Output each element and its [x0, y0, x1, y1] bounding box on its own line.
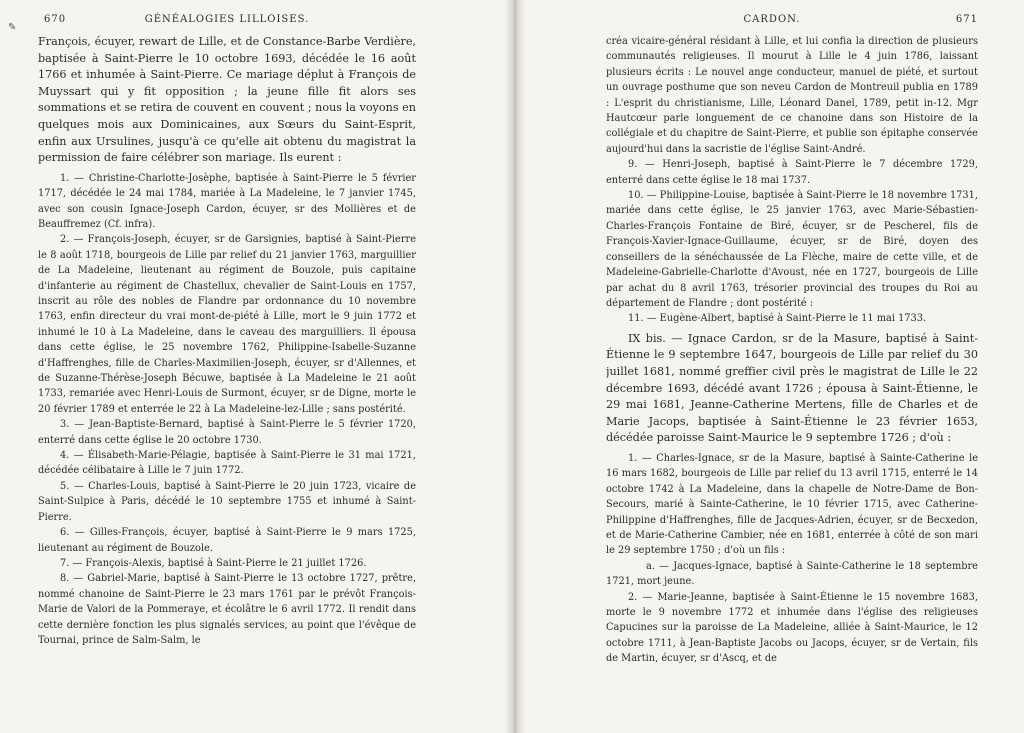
right-page [606, 0, 978, 733]
left-running-head [38, 14, 416, 34]
left-page-number: 670 [44, 14, 67, 25]
right-entry-10: 10. — Philippine-Louise, baptisée à Saint-Pierre le 18 novembre 1731, mariée dans cette église, le 25 janvier 1763, avec Marie-Sébastien-Charles-François Fontaine de Biré, écuyer, sr de Pescherel, fils de François-Xavier-Ignace-Guillaume, écuyer, sr de Biré, doyen des conseillers de la sénéchaussée de La Flèche, maire de cette ville, et de Madeleine-Gabrielle-Charlotte d'Avoust, née en 1727, bourgeois de Lille par achat du 8 avril 1763, trésorier provincial des troupes du Roi au département de Flandre ; dont postérité : [606, 190, 978, 309]
left-entry-8: 8. — Gabriel-Marie, baptisé à Saint-Pierre le 13 octobre 1727, prêtre, nommé chanoine de Saint-Pierre le 23 mars 1761 par le prévôt François-Marie de Valori de la Pommeraye, et écolâtre le 6 avril 1772. Il rendit dans cette dernière fonction les plus signalés services, au point que l'évêque de Tournai, prince de Salm-Salm, le [38, 573, 416, 646]
child-entry-1a: a. — Jacques-Ignace, baptisé à Sainte-Catherine le 18 septembre 1721, mort jeune. [606, 560, 978, 588]
section-ix-bis: IX bis. — Ignace Cardon, sr de la Masure, baptisé à Saint-Étienne le 9 septembre 1647, bourgeois de Lille par relief du 30 juillet 1681, nommé greffier civil près le magistrat de Lille le 22 décembre 1693, décédé avant 1726 ; épousa à Saint-Étienne, le 29 mai 1681, Jeanne-Catherine Mertens, fille de Charles et de Marie Jacops, baptisée à Saint-Étienne le 23 février 1653, décédée paroisse Saint-Maurice le 9 septembre 1726 ; d'où : [606, 331, 978, 445]
left-entry-2: 2. — François-Joseph, écuyer, sr de Garsignies, baptisé à Saint-Pierre le 8 août 1718, bourgeois de Lille par relief du 21 janvier 1763, marguillier de La Madeleine, lieutenant au régiment de Bouzole, puis capitaine d'infanterie au régiment de Chastellux, chevalier de Saint-Louis en 1757, inscrit au rôle des nobles de Flandre par ordonnance du 10 novembre 1763, enfin directeur du vrai mont-de-piété à Lille, mort le 9 juin 1772 et inhumé le 10 à La Madeleine, dans le caveau des marguilliers. Il épousa dans cette église, le 25 novembre 1762, Philippine-Isabelle-Suzanne d'Haffrenghes, fille de Charles-Maximilien-Joseph, écuyer, sr d'Allennes, et de Suzanne-Thérèse-Joseph Bécuwe, baptisée à La Madeleine le 21 août 1733, remariée avec Henri-Louis de Surmont, écuyer, sr de Digne, morte le 20 février 1789 et enterrée le 22 à La Madeleine-lez-Lille ; sans postérité. [38, 234, 416, 415]
left-entry-3: 3. — Jean-Baptiste-Bernard, baptisé à Saint-Pierre le 5 février 1720, enterré dans cette église le 20 octobre 1730. [38, 419, 416, 446]
book-gutter [505, 0, 525, 733]
right-page-number: 671 [955, 14, 978, 25]
right-running-title: CARDON. [743, 14, 801, 25]
left-intro-paragraph: François, écuyer, rewart de Lille, et de Constance-Barbe Verdière, baptisée à Saint-Pierre le 10 octobre 1693, décédée le 16 août 1766 et inhumée à Saint-Pierre. Ce mariage déplut à François de Muyssart qui y fit opposition ; la jeune fille fit alors ses sommations et se retira de couvent en couvent ; nous la voyons en quelques mois aux Dominicaines, aux Sœurs du Saint-Esprit, enfin aux Ursulines, jusqu'à ce qu'elle ait obtenu du magistrat la permission de faire célébrer son mariage. Ils eurent : [38, 35, 416, 165]
left-entry-1: 1. — Christine-Charlotte-Josèphe, baptisée à Saint-Pierre le 5 février 1717, décédée le 24 mai 1784, mariée à La Madeleine, le 7 janvier 1745, avec son cousin Ignace-Joseph Cardon, écuyer, sr des Mollières et de Beauffremez (Cf. infra). [38, 172, 416, 230]
left-entry-5: 5. — Charles-Louis, baptisé à Saint-Pierre le 20 juin 1723, vicaire de Saint-Sulpice à Paris, décédé le 10 septembre 1755 et inhumé à Saint-Pierre. [38, 480, 416, 523]
left-page [38, 0, 416, 733]
child-entry-2: 2. — Marie-Jeanne, baptisée à Saint-Étienne le 15 novembre 1683, morte le 9 novembre 1772 et inhumée dans l'église des religieuses Capucines sur la paroisse de La Madeleine, alliée à Saint-Maurice, le 12 octobre 1711, à Jean-Baptiste Jacobs ou Jacops, écuyer, sr de Vertain, fils de Martin, écuyer, sr d'Ascq, et de [606, 591, 978, 665]
left-running-title: GÉNÉALOGIES LILLOISES. [144, 14, 310, 25]
right-entry-9: 9. — Henri-Joseph, baptisé à Saint-Pierre le 7 décembre 1729, enterré dans cette église le 18 mai 1737. [606, 159, 978, 186]
left-entry-4: 4. — Élisabeth-Marie-Pélagie, baptisée à Saint-Pierre le 31 mai 1721, décédée célibataire à Lille le 7 juin 1772. [38, 450, 416, 477]
right-entry-11: 11. — Eugène-Albert, baptisé à Saint-Pierre le 11 mai 1733. [628, 313, 927, 325]
corner-mark-icon: ✎ [8, 22, 17, 33]
right-continuation-paragraph: créa vicaire-général résidant à Lille, et lui confia la direction de plusieurs communautés religieuses. Il mourut à Lille le 4 juin 1786, laissant plusieurs écrits : Le nouvel ange conducteur, manuel de piété, et surtout un ouvrage posthume que son neveu Cardon de Montreuil publia en 1789 : L'esprit du christianisme, Lille, Léonard Danel, 1789, petit in-12. Mgr Hautcœur parle longuement de ce chanoine dans son Histoire de la collégiale et du chapitre de Saint-Pierre, et publie son épitaphe conservée aujourd'hui dans la sacristie de l'église Saint-André. [606, 36, 978, 155]
left-entry-6: 6. — Gilles-François, écuyer, baptisé à Saint-Pierre le 9 mars 1725, lieutenant au régiment de Bouzole. [38, 527, 416, 554]
left-entry-7: 7. — François-Alexis, baptisé à Saint-Pierre le 21 juillet 1726. [60, 557, 367, 569]
child-entry-1: 1. — Charles-Ignace, sr de la Masure, baptisé à Sainte-Catherine le 16 mars 1682, bourgeois de Lille par relief du 13 avril 1715, enterré le 14 octobre 1742 à La Madeleine, dans la chapelle de Notre-Dame de Bon-Secours, marié à Sainte-Catherine, le 10 février 1715, avec Catherine-Philippine d'Haffrenghes, fille de Jacques-Adrien, écuyer, sr de Becxedon, et de Marie-Catherine Cambier, née en 1681, enterrée à côté de son mari le 29 septembre 1750 ; d'où un fils : [606, 452, 978, 557]
right-running-head [606, 14, 978, 34]
